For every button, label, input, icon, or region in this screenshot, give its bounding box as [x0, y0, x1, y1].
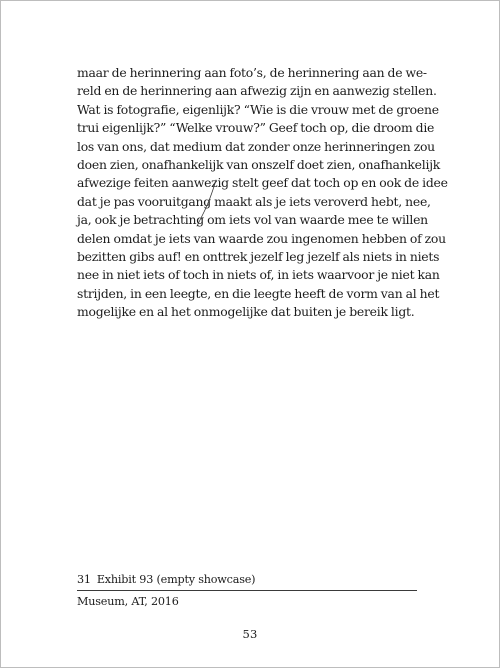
text-line: nee in niet iets of toch in niets of, in iets waarvoor je niet kan [77, 267, 440, 283]
text-line: bezitten gibs auf! en onttrek jezelf leg jezelf als niets in niets [77, 248, 440, 264]
text-line: ja, ook je betrachting om iets vol van waarde mee te willen [77, 212, 428, 228]
caption-source: Museum, AT, 2016 [77, 594, 179, 608]
text-line: dat je pas vooruitgang maakt als je iets veroverd hebt, nee, [77, 193, 431, 209]
text-line: strijden, in een leegte, en die leegte heeft de vorm van al het [77, 285, 440, 301]
text-line: doen zien, onafhankelijk van onszelf doet zien, onafhankelijk [77, 156, 441, 172]
text-line: trui eigenlijk?” “Welke vrouw?” Geef toch op, die droom die [77, 120, 435, 136]
body-text [77, 64, 448, 321]
text-line: delen omdat je iets van waarde zou ingenomen hebben of zou [77, 230, 446, 246]
page-number: 53 [242, 627, 258, 641]
text-line: reld en de herinnering aan afwezig zijn en aanwezig stellen. [77, 83, 437, 99]
caption-number: 31 [77, 573, 91, 586]
text-line: afwezige feiten aanwezig stelt geef dat toch op en ook de idee [77, 175, 448, 191]
text-line: los van ons, dat medium dat zonder onze herinneringen zou [77, 138, 435, 154]
text-line: maar de herinnering aan foto’s, de herinnering aan de we- [77, 65, 427, 80]
caption-title: Exhibit 93 (empty showcase) [96, 573, 256, 586]
text-line: mogelijke en al het onmogelijke dat buiten je bereik ligt. [77, 304, 415, 320]
caption-divider [77, 590, 417, 591]
text-line: Wat is fotografie, eigenlijk? “Wie is die vrouw met de groene [77, 101, 439, 117]
figure-caption [77, 571, 417, 611]
